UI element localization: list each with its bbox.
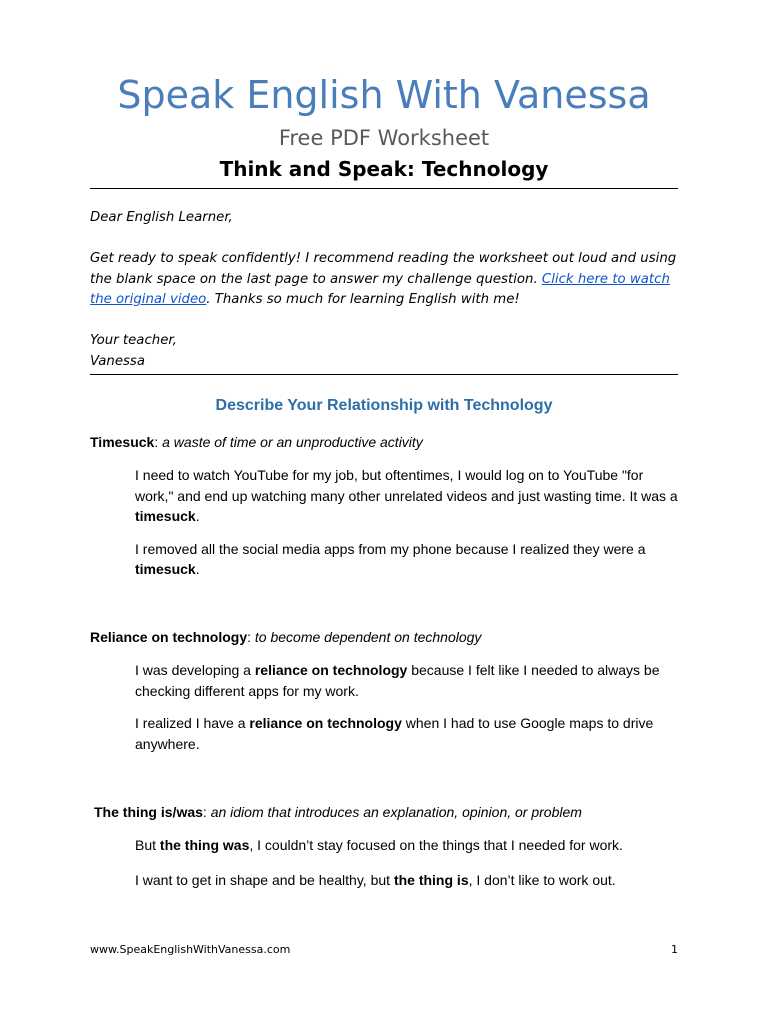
term-definition: to become dependent on technology — [254, 629, 482, 645]
term-definition: a waste of time or an unproductive activity — [162, 434, 423, 450]
header-divider — [90, 188, 678, 189]
example-sentence — [135, 835, 680, 856]
example-list — [135, 835, 680, 890]
example-text: But — [135, 837, 160, 853]
footer-website: www.SpeakEnglishWithVanessa.com — [90, 943, 291, 956]
example-sentence — [135, 539, 680, 580]
example-keyword: the thing was — [159, 837, 250, 853]
term-word: Reliance on technology — [90, 629, 248, 645]
term-timesuck: Timesuck: a waste of time or an unproductive activity — [90, 434, 423, 450]
example-sentence — [135, 465, 680, 527]
example-keyword: reliance on technology — [249, 715, 402, 731]
example-text: , I don’t like to work out. — [468, 871, 616, 888]
letter-body-text: Get ready to speak confidently! I recommend reading the worksheet out loud and using the blank space on the last page to answer my challenge question. — [90, 251, 677, 287]
example-text: . — [195, 561, 200, 577]
brand-title: Speak English With Vanessa — [117, 73, 651, 117]
example-sentence — [135, 660, 680, 701]
section-heading: Describe Your Relationship with Technology — [215, 397, 553, 414]
example-list — [135, 465, 680, 580]
letter-signature: Vanessa — [90, 353, 146, 369]
example-text: I need to watch YouTube for my job, but oftentimes, I would log on to YouTube "for work," and end up watching many other unrelated videos and just wasting time. It was a — [135, 467, 678, 504]
term-word: Timesuck — [90, 434, 155, 450]
term-the-thing-is: The thing is/was: an idiom that introduces an explanation, opinion, or problem — [94, 804, 582, 820]
term-reliance-on-technology: Reliance on technology: to become dependent on technology — [90, 629, 482, 645]
letter-body-text-end: . Thanks so much for learning English with me! — [206, 292, 520, 307]
example-keyword: timesuck — [135, 508, 196, 524]
worksheet-subtitle: Free PDF Worksheet — [278, 126, 490, 150]
example-sentence — [135, 713, 680, 754]
letter-greeting: Dear English Learner, — [90, 210, 233, 225]
term-word: The thing is/was — [94, 804, 203, 820]
example-text: when I had to use Google maps to drive anywhere. — [135, 715, 654, 752]
example-text: I removed all the social media apps from my phone because I realized they were a — [135, 540, 646, 557]
worksheet-title: Think and Speak: Technology — [219, 157, 549, 181]
example-keyword: reliance on technology — [254, 662, 408, 678]
example-text: . — [195, 508, 200, 524]
example-keyword: the thing is — [393, 871, 469, 888]
page-number: 1 — [671, 943, 678, 956]
example-keyword: timesuck — [135, 561, 196, 577]
example-text: I want to get in shape and be healthy, but — [135, 871, 394, 888]
original-video-link[interactable]: Click here to watch the original video — [90, 271, 670, 307]
example-text: I realized I have a — [135, 715, 250, 731]
letter-body — [90, 249, 680, 311]
term-definition: an idiom that introduces an explanation, opinion, or problem — [210, 804, 582, 820]
intro-letter — [90, 208, 680, 372]
example-text: , I couldn’t stay focused on the things that I needed for work. — [249, 837, 623, 853]
example-list — [135, 660, 680, 754]
example-text: because I felt like I needed to always be checking different apps for my work. — [135, 662, 660, 699]
example-sentence — [135, 870, 680, 891]
letter-signoff: Your teacher, — [90, 333, 177, 348]
letter-divider — [90, 374, 678, 375]
example-text: I was developing a — [135, 662, 255, 678]
